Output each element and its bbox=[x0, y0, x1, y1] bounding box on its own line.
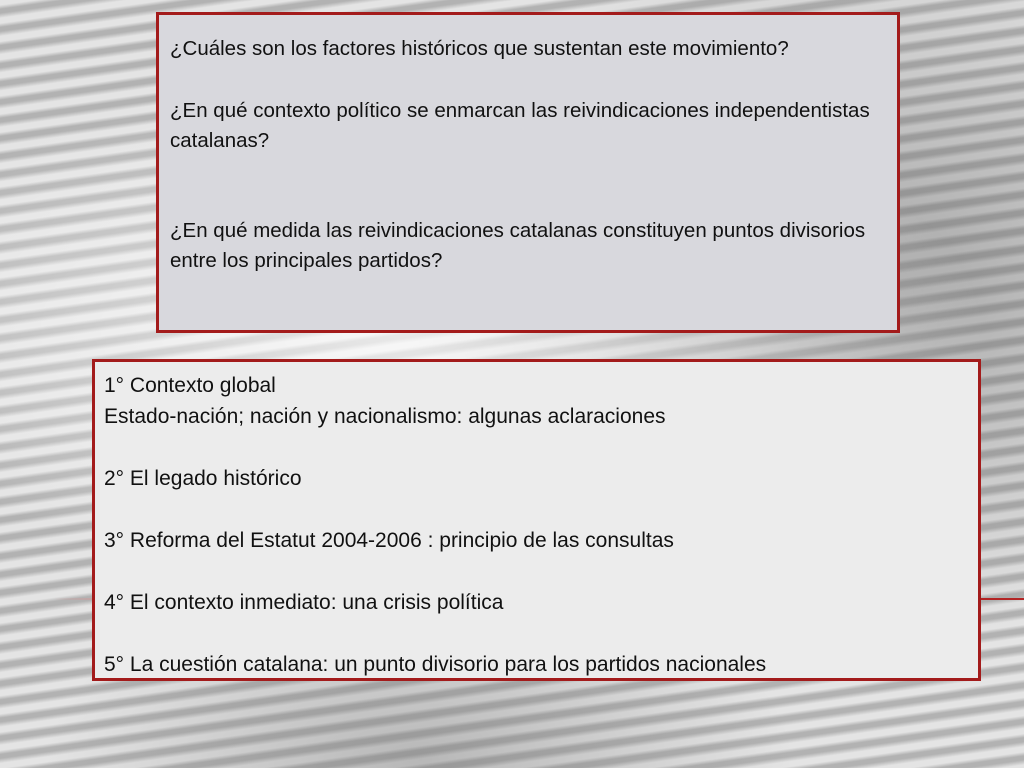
outline-item-2: 2° El legado histórico bbox=[104, 467, 302, 490]
question-2: ¿En qué contexto político se enmarcan las reivindicaciones independentistas catalanas? bbox=[170, 99, 870, 152]
outline-item-5: 5° La cuestión catalana: un punto divisorio para los partidos nacionales bbox=[104, 653, 767, 676]
outline-item-3: 3° Reforma del Estatut 2004-2006 : principio de las consultas bbox=[104, 529, 674, 552]
outline-item-4: 4° El contexto inmediato: una crisis política bbox=[104, 591, 504, 614]
decorative-line-right bbox=[980, 598, 1024, 600]
outline-item-1-sub: Estado-nación; nación y nacionalismo: algunas aclaraciones bbox=[104, 405, 666, 428]
question-3: ¿En qué medida las reivindicaciones catalanas constituyen puntos divisorios entre los principales partidos? bbox=[170, 219, 866, 272]
outline-box bbox=[92, 359, 981, 681]
questions-box bbox=[156, 12, 900, 333]
decorative-line-left bbox=[54, 598, 94, 600]
outline-item-1: 1° Contexto global bbox=[104, 374, 276, 397]
question-1: ¿Cuáles son los factores históricos que sustentan este movimiento? bbox=[170, 37, 789, 60]
